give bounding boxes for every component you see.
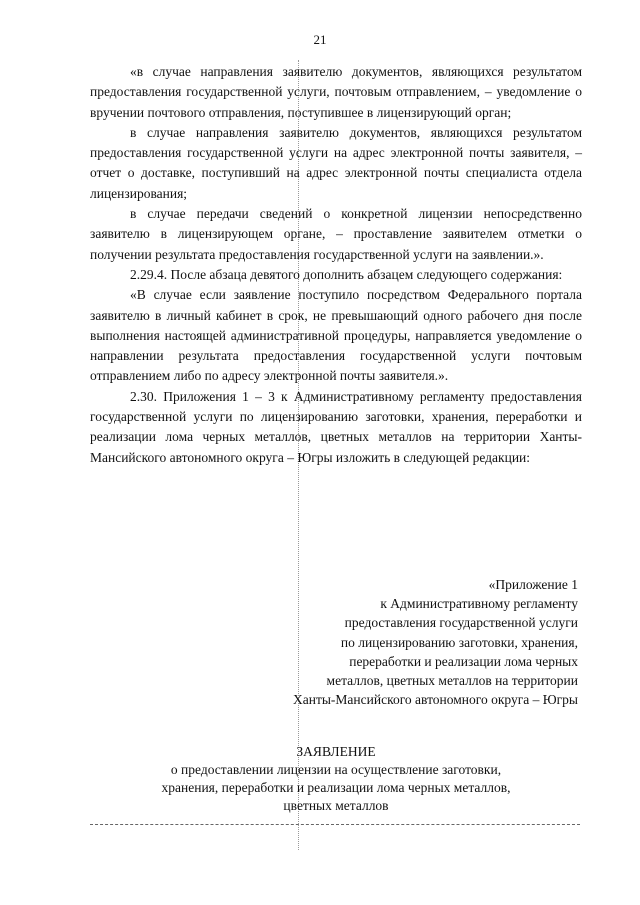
title-line: о предоставлении лицензии на осуществление заготовки, bbox=[170, 762, 502, 777]
appendix-line: переработки и реализации лома черных bbox=[349, 653, 578, 669]
paragraph-4: 2.29.4. После абзаца девятого дополнить абзацем следующего содержания: bbox=[130, 266, 563, 282]
paragraph-1: «в случае направления заявителю документов, являющихся результатом предоставления государственной услуги, почтовым отправлением, – уведомление о вручении почтового отправления, поступившее в лицензирующий орган; bbox=[90, 64, 582, 120]
appendix-line: «Приложение 1 bbox=[488, 577, 578, 592]
title-line: цветных металлов bbox=[283, 798, 389, 813]
paragraph-3: в случае передачи сведений о конкретной лицензии непосредственно заявителю в лицензирующем органе, – проставление заявителем отметки о получении результата предоставления государственной услуги на заявлении.». bbox=[90, 206, 582, 262]
title-heading: ЗАЯВЛЕНИЕ bbox=[296, 744, 376, 759]
paragraph-5: «В случае если заявление поступило посредством Федерального портала заявителю в личный кабинет в срок, не превышающий одного рабочего дня после выполнения настоящей административной процедуры, направляется уведомление о направлении результата предоставления государственной услуги почтовым отправлением либо по адресу электронной почты заявителя.». bbox=[90, 287, 582, 384]
separator-line bbox=[90, 824, 580, 825]
appendix-header bbox=[255, 575, 578, 709]
appendix-line: по лицензированию заготовки, хранения, bbox=[340, 634, 578, 650]
appendix-line: Ханты-Мансийского автономного округа – Югры bbox=[293, 692, 578, 708]
appendix-line: к Административному регламенту bbox=[380, 596, 578, 612]
appendix-line: металлов, цветных металлов на территории bbox=[326, 673, 578, 689]
appendix-line: предоставления государственной услуги bbox=[344, 615, 578, 631]
application-title bbox=[90, 743, 582, 815]
page-number: 21 bbox=[313, 32, 327, 47]
title-line: хранения, переработки и реализации лома черных металлов, bbox=[161, 780, 511, 795]
paragraph-6: 2.30. Приложения 1 – 3 к Административному регламенту предоставления государственной услуги по лицензированию заготовки, хранения, переработки и реализации лома черных металлов, цветных металлов на территории Ханты-Мансийского автономного округа – Югры изложить в следующей редакции: bbox=[90, 388, 582, 465]
document-body bbox=[90, 62, 582, 468]
paragraph-2: в случае направления заявителю документов, являющихся результатом предоставления государственной услуги на адрес электронной почты заявителя, – отчет о доставке, поступивший на адрес электронной почты специалиста отдела лицензирования; bbox=[90, 124, 582, 201]
